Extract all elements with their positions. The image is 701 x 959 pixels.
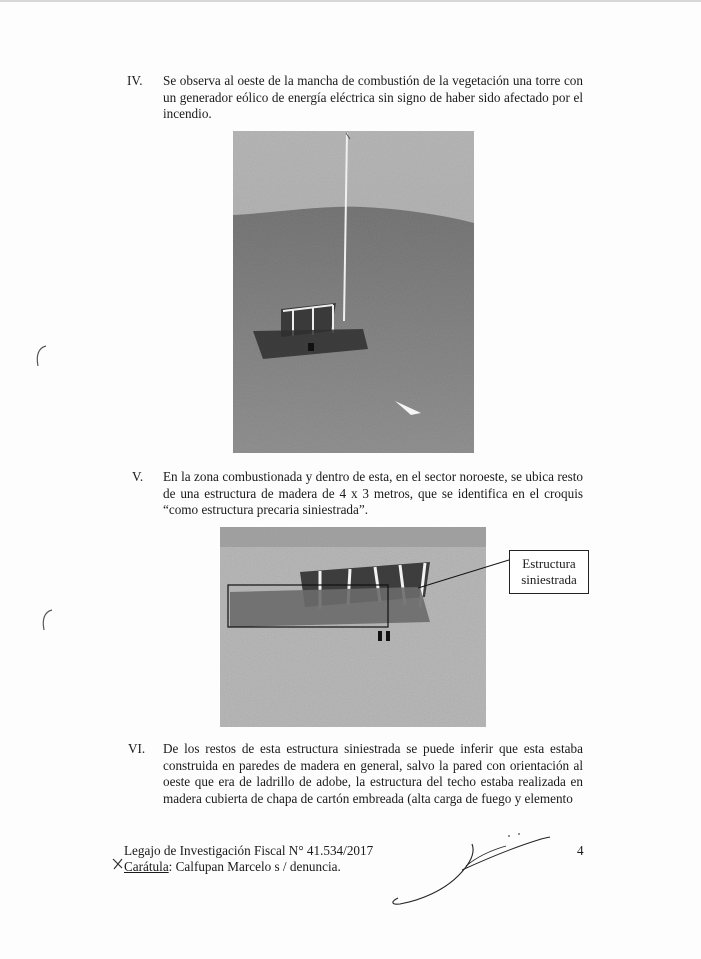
page-top-edge bbox=[0, 0, 701, 2]
footer-legajo: Legajo de Investigación Fiscal N° 41.534/2017 bbox=[124, 843, 374, 858]
callout-line-2: siniestrada bbox=[521, 572, 577, 587]
page-number: 4 bbox=[577, 843, 584, 858]
footer-x-mark-icon bbox=[111, 857, 125, 871]
section-text: Se observa al oeste de la mancha de combustión de la vegetación una torre con un generador eólico de energía eléctrica sin signo de haber sido afectado por el incendio. bbox=[163, 73, 583, 121]
photo-burned-structure bbox=[220, 527, 486, 727]
section-number: V. bbox=[132, 469, 144, 484]
margin-mark-icon bbox=[32, 342, 52, 372]
footer bbox=[124, 843, 424, 875]
signature-icon bbox=[388, 830, 558, 910]
callout-line-1: Estructura bbox=[522, 556, 576, 571]
footer-caratula bbox=[124, 859, 424, 875]
photo-wind-tower bbox=[233, 131, 474, 453]
section-text: En la zona combustionada y dentro de esta, en el sector noroeste, se ubica resto de una estructura de madera de 4 x 3 metros, que se identifica en el croquis “como estructura precaria siniestrada”. bbox=[163, 469, 583, 517]
section-number: VI. bbox=[128, 741, 146, 756]
section-text: De los restos de esta estructura siniestrada se puede inferir que esta estaba construida en paredes de madera en general, salvo la pared con orientación al oeste que era de ladrillo de adobe, la estructura del techo estaba realizada en madera cubierta de chapa de cartón embreada (alta carga de fuego y elemento bbox=[163, 741, 583, 806]
footer-caratula-label: Carátula bbox=[124, 859, 169, 874]
footer-caratula-text: : Calfupan Marcelo s / denuncia. bbox=[168, 859, 341, 874]
photo-burned-structure-image bbox=[220, 527, 486, 727]
section-number: IV. bbox=[127, 73, 143, 88]
margin-mark-icon bbox=[38, 606, 58, 636]
callout-structure-label bbox=[509, 550, 589, 594]
photo-wind-tower-image bbox=[233, 131, 474, 453]
